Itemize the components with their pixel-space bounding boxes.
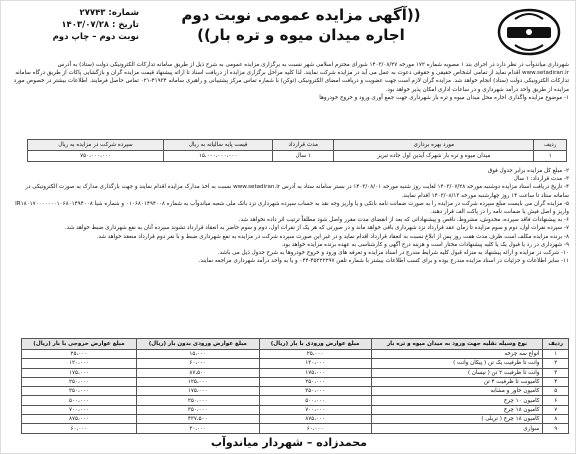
table-row <box>28 151 567 162</box>
table-cell: ۶۰،۰۰۰ <box>259 424 371 433</box>
table-cell: ۳۵۰،۰۰۰ <box>136 405 259 414</box>
table-cell: ۱ <box>543 350 569 359</box>
table-row <box>22 415 569 424</box>
col-header: مبلغ عوارض خروجی با بار (ریال) <box>22 339 137 350</box>
col-header: مبلغ عوارض ورودی با بار (ریال) <box>259 339 371 350</box>
col-header: نوع وسیله نقلیه جهت ورود به میدان میوه و تره بار <box>371 339 543 350</box>
col-header: ردیف <box>534 140 567 151</box>
table-cell: ۶۰،۰۰۰ <box>136 359 259 368</box>
table-cell: ۳ <box>543 368 569 377</box>
table-cell: ۴ <box>543 377 569 386</box>
table-cell: انواع سه چرخه <box>371 350 543 359</box>
municipality-logo-icon <box>495 5 563 59</box>
table-row <box>22 359 569 368</box>
table-cell: ۳۵۰،۰۰۰ <box>259 387 371 396</box>
col-header: مورد بهره برداری <box>334 140 534 151</box>
table-cell: کامیون ۱۸ چرخ ( تریلی ) <box>371 415 543 424</box>
conditions-list <box>9 167 569 265</box>
col-header: سپرده شرکت در مزایده به ریال <box>28 140 164 151</box>
condition-item: ۳- مدت قرارداد: ۱ سال <box>513 176 569 183</box>
condition-item: ۱۱- سایر اطلاعات و جزئیات در اسناد مزایده مندرج بوده و برای کسب اطلاعات بیشتر با شماره تلفن ۴۵۲۲۲۲۹۷-۰۴۴ و یا به واحد درآمد شهرداری مراجعه نمایند. <box>198 258 569 265</box>
table-cell: ۸۷۵،۰۰۰ <box>22 415 137 424</box>
condition-item: ۱۰- شرکت در مزایده و ارائه پیشنهاد به منزله قبول کلیه شرایط مندرج در اسناد مزایده و تعرفه های ورود و خروج خودروها به شرح جدول ذیل می باشد. <box>217 250 569 257</box>
col-header: ردیف <box>543 339 569 350</box>
table-cell: ۸۷،۵۰۰ <box>136 368 259 377</box>
condition-item: ۵- مزایده گران می بایست مبلغ سپرده شرکت در مزایده را به صورت ضمانت نامه بانکی و یا واریز وجه نقد به حساب سپرده شهرداری نزد بانک ملی شعبه میاندوآب به شماره ۰۱۰۶۸۰۱۴۹۴۰۰۸ و شماره شبا IR۱۸۰۱۷۰۰۰۰۰۰۰۱۰۶۸۰۱۴۹۴۰۰۸ واریز و اصل فیش یا ضمانت نامه را در پاکت الف قرار دهند. <box>15 200 569 216</box>
table-cell: ۳۰،۰۰۰ <box>136 424 259 433</box>
table-cell: سواری <box>371 424 543 433</box>
condition-item: ۴- تاریخ دریافت اسناد مزایده دوشنبه مورخه ۱۴۰۳/۰۷/۲۸ لغایت روز شنبه مورخه ۱۴۰۳/۰۸/۰۱ در بستر سامانه ستاد به آدرس www.setadiran.ir نسبت به اخذ مدارک مزایده اقدام نمایند و جهت بارگذاری مدارک به صورت الکترونیکی در سامانه ستاد تا ساعت ۱۴ روز چهارشنبه مورخه ۱۴۰۳/۰۸/۱۳ اقدام نمایند. <box>25 184 569 199</box>
table-cell: ۲۵۰،۰۰۰ <box>259 377 371 386</box>
table-cell: ۴۳۷،۵۰۰ <box>136 415 259 424</box>
table-cell: کامیون ۱۰ چرخ <box>371 396 543 405</box>
condition-item: ۷- سپرده نفرات اول، دوم و سوم مزایده تا زمان عقد قرارداد نزد شهرداری باقی خواهد ماند و در صورتی که هر یک از نفرات اول، دوم و سوم حاضر به انعقاد قرارداد نشوند سپرده آنان به نفع شهرداری ضبط خواهد شد. <box>64 225 569 232</box>
title-line-2: اجاره میدان میوه و تره بار)) <box>197 26 405 44</box>
table-cell: ۱ سال <box>273 151 334 162</box>
condition-item: ۲- مبلغ کل مزایده برابر جدول فوق <box>487 168 569 174</box>
table-cell: وانت تا ظرفیت ۲ تن ( نیسان ) <box>371 368 543 377</box>
col-header: مبلغ عوارض ورودی بدون بار (ریال) <box>136 339 259 350</box>
table-cell: وانت تا ظرفیت یک تن ( پیکان وانت ) <box>371 359 543 368</box>
table-cell: ۹ <box>543 424 569 433</box>
intro-text: شهرداری میاندوآب در نظر دارد در اجرای بند ۱ مصوبه شماره ۱۷۲ مورخه ۱۴۰۳/۰۸/۲۷ شورای محترم اسلامی شهر نسبت به برگزاری مزایده عمومی به شرح ذیل از طریق سامانه تدارکات الکترونیکی دولت (ستاد) به آدرس www.setadiran.ir اقدام نماید از تمامی اشخاص حقیقی و حقوقی دعوت به عمل می آید در مزایده شرکت نمایند. لذا کلیه مراحل برگزاری مزایده از دریافت اسناد تا ارائه پیشنهاد قیمت مزایده گران و بازگشایی پاکات از طریق درگاه سامانه تدارکات الکترونیکی دولت (ستاد) انجام خواهد شد. مزایده گران لازم است جهت عضویت و دریافت امضای الکترونیکی (توکن) با شماره تماس مرکز پشتیبانی و راهبری سامانه ۴۱۹۳۴-۰۲۱ تماس حاصل فرمایند. اطلاعات بیشتر در خصوص مورد مزایده از طریق واحد درآمد شهرداری و در ساعات اداری امکان پذیر خواهد بود. <box>13 62 569 93</box>
table-cell: ۲ <box>543 359 569 368</box>
table-cell: میدان میوه و تره بار شهرک آیدین اول جاده تبریز <box>334 151 534 162</box>
notice-title <box>151 5 451 45</box>
intro-paragraph <box>9 61 569 102</box>
table-cell: ۵ <box>543 387 569 396</box>
table-cell: کامیونت تا ظرفیت ۴ تن <box>371 377 543 386</box>
title-line-1: ((آگهی مزایده عمومی نوبت دوم <box>181 6 421 24</box>
table-cell: ۲۵،۰۰۰ <box>259 350 371 359</box>
tariff-table-header <box>22 339 569 350</box>
condition-item: ۸- برنده مزایده مکلف است ظرف مدت هفت روز پس از ابلاغ نسبت به انعقاد قرارداد اقدام نماید و در غیر این صورت سپرده شرکت در مزایده به نفع شهرداری ضبط و با نفر دوم قرارداد منعقد خواهد شد. <box>96 233 569 240</box>
col-header: قیمت پایه سالیانه به ریال <box>163 140 272 151</box>
table-cell: ۱۷۵،۰۰۰ <box>22 368 137 377</box>
table-cell: ۷۵۰،۰۰۰،۰۰۰ <box>28 151 164 162</box>
col-header: مدت قرارداد <box>273 140 334 151</box>
table-cell: ۸۷۵،۰۰۰ <box>259 415 371 424</box>
notice-date: تاریخ : ۱۴۰۳/۰۷/۲۸ <box>61 20 139 30</box>
table-row <box>22 405 569 414</box>
table-row <box>22 368 569 377</box>
table-row <box>22 377 569 386</box>
table-cell: ۲۵۰،۰۰۰ <box>22 377 137 386</box>
condition-item: ۹- شهرداری در رد یا قبول یک یا کلیه پیشنهادات مختار است و هزینه درج آگهی و کارشناسی به عهده برنده مزایده خواهد بود. <box>281 241 569 248</box>
table-cell: ۱۲۵،۰۰۰ <box>136 377 259 386</box>
header-meta <box>9 7 139 43</box>
table-row <box>22 350 569 359</box>
table-cell: ۱۲۰،۰۰۰ <box>22 359 137 368</box>
table-cell: کامیون ۱۸ چرخ <box>371 405 543 414</box>
notice-issue: نوبت دوم – چاپ دوم <box>52 32 139 42</box>
condition-item: ۶- به پیشنهادات فاقد سپرده، مخدوش، مشروط، ناقص و پیشنهاداتی که بعد از انقضای مدت مقرر واصل شود مطلقاً ترتیب اثر داده نخواهد شد. <box>238 217 569 224</box>
table-cell: ۱۷۵،۰۰۰ <box>136 387 259 396</box>
table-cell: ۱ <box>534 151 567 162</box>
tariff-table <box>21 338 569 434</box>
table-cell: ۱۷۵،۰۰۰ <box>259 368 371 377</box>
table-cell: ۲۵،۰۰۰ <box>22 350 137 359</box>
table-cell: ۷۰۰،۰۰۰ <box>22 405 137 414</box>
table-cell: ۶ <box>543 396 569 405</box>
table-cell: ۲۵۰،۰۰۰ <box>136 396 259 405</box>
table-cell: ۷۰۰،۰۰۰ <box>259 405 371 414</box>
table-cell: ۵۰۰،۰۰۰ <box>22 396 137 405</box>
table-cell: ۶۰،۰۰۰ <box>22 424 137 433</box>
table-cell: ۳۵۰،۰۰۰ <box>22 387 137 396</box>
table-cell: ۵۰۰،۰۰۰ <box>259 396 371 405</box>
table-cell: کامیون خاور و مشابه <box>371 387 543 396</box>
table-cell: ۱۵،۰۰۰ <box>136 350 259 359</box>
table-row <box>22 387 569 396</box>
auction-table <box>27 139 567 162</box>
notice-number: شماره: ۲۷۷۴۳ <box>79 8 139 18</box>
signature-line: محمدزاده – شهردار میاندوآب <box>211 436 367 449</box>
table-cell: ۱۲۰،۰۰۰ <box>259 359 371 368</box>
intro-item-1: ۱- موضوع مزایده واگذاری اجاره محل میدان میوه و تره بار شهرداری جهت جمع آوری ورود و خروج خودروها <box>319 94 569 101</box>
table-row <box>22 424 569 433</box>
table-cell: ۱۵،۰۰۰،۰۰۰،۰۰۰ <box>163 151 272 162</box>
auction-table-header <box>28 140 567 151</box>
table-row <box>22 396 569 405</box>
table-cell: ۸ <box>543 415 569 424</box>
table-cell: ۷ <box>543 405 569 414</box>
